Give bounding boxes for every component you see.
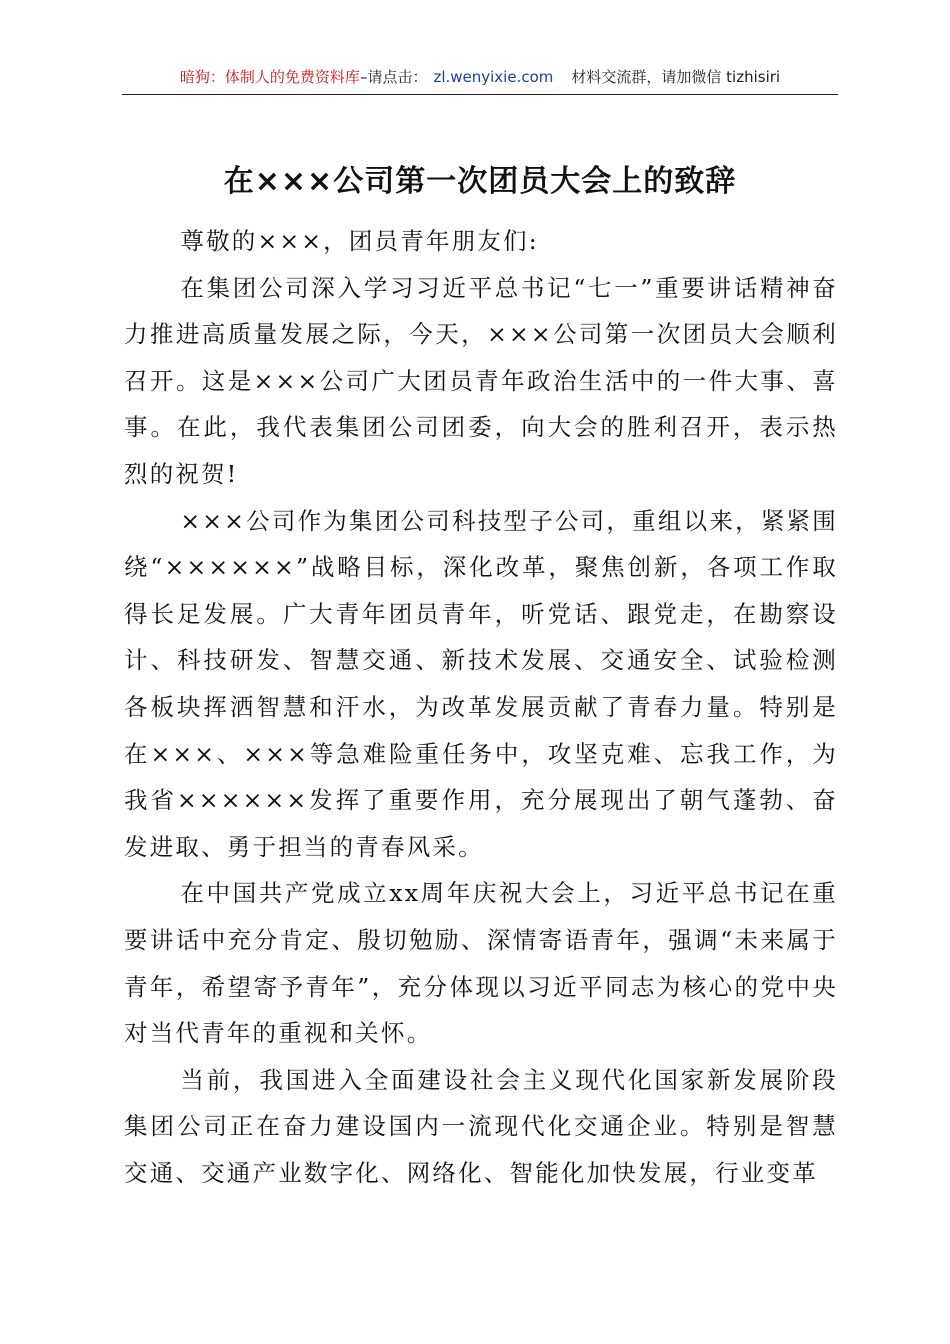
header-url-link[interactable]: zl.wenyixie.com [433, 68, 554, 86]
document-title: 在×××公司第一次团员大会上的致辞 [223, 164, 737, 199]
body-paragraph: 在集团公司深入学习习近平总书记“七一”重要讲话精神奋力推进高质量发展之际，今天，×××公司第一次团员大会顺利召开。这是×××公司广大团员青年政治生活中的一件大事、喜事。在此，我代表集团公司团委，向大会的胜利召开，表示热烈的祝贺! [124, 273, 838, 488]
body-paragraph: 在中国共产党成立xx周年庆祝大会上，习近平总书记在重要讲话中充分肯定、殷切勉励、深情寄语青年，强调“未来属于青年，希望寄予青年”，充分体现以习近平同志为核心的党中央对当代青年的重视和关怀。 [124, 879, 838, 1048]
body-paragraph: ×××公司作为集团公司科技型子公司，重组以来，紧紧围绕“××××××”战略目标，深化改革，聚焦创新，各项工作取得长足发展。广大青年团员青年，听党话、跟党走，在勘察设计、科技研发、智慧交通、新技术发展、交通安全、试验检测各板块挥洒智慧和汗水，为改革发展贡献了青春力量。特别是在×××、×××等急难险重任务中，攻坚克难、忘我工作，为我省××××××发挥了重要作用，充分展现出了朝气蓬勃、奋发进取、勇于担当的青春风采。 [124, 506, 838, 861]
document-body [124, 218, 838, 1196]
header-group-note: 材料交流群，请加微信 tizhisiri [571, 68, 781, 86]
header-brand: 暗狗：体制人的免费资料库 [179, 68, 360, 86]
body-paragraph: 当前，我国进入全面建设社会主义现代化国家新发展阶段集团公司正在奋力建设国内一流现代化交通企业。特别是智慧交通、交通产业数字化、网络化、智能化加快发展，行业变革 [124, 1065, 838, 1187]
salutation-paragraph: 尊敬的×××，团员青年朋友们: [180, 227, 539, 255]
page-header [122, 66, 838, 95]
header-prompt: –请点击： [359, 68, 428, 86]
